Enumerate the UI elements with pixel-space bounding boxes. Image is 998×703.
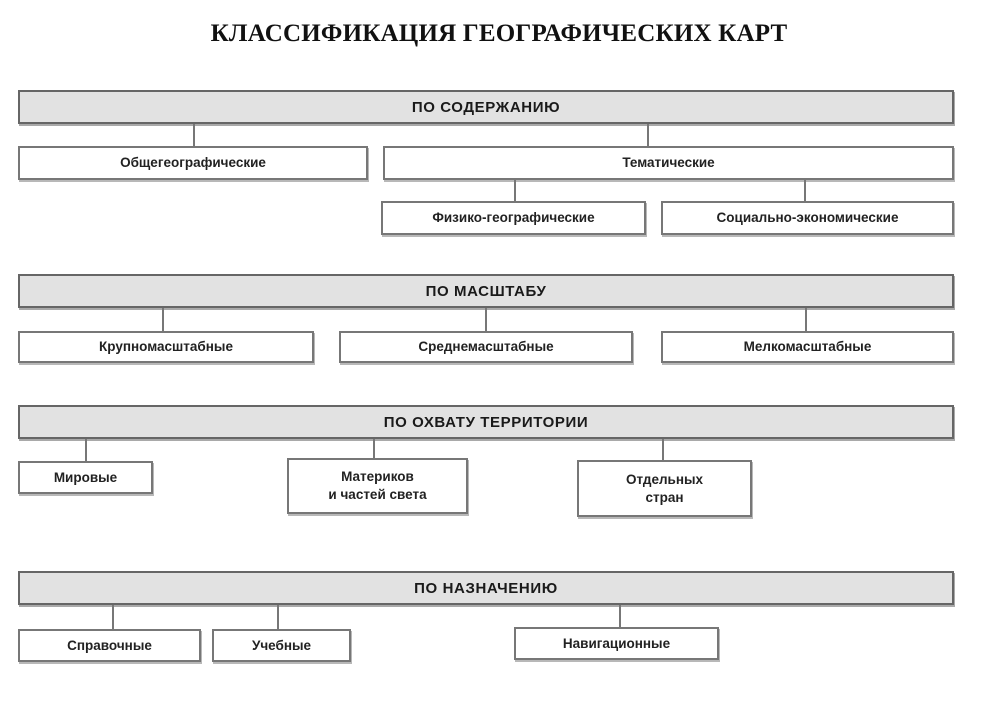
connector-line [193,124,195,146]
box-countries-maps [577,460,752,517]
box-large-scale-maps: Крупномасштабные [18,331,314,363]
countries-line-2: стран [645,489,684,505]
connector-line [514,180,516,201]
connector-line [619,605,621,627]
continents-line-2: и частей света [328,487,427,502]
countries-line-1: Отдельных [625,471,704,487]
box-small-scale-maps: Мелкомасштабные [661,331,954,363]
box-world-maps: Мировые [18,461,153,494]
connector-line [804,180,806,201]
connector-line [112,605,114,629]
box-reference-maps: Справочные [18,629,201,662]
continents-line-1: Материков [341,469,414,484]
category-by-content: ПО СОДЕРЖАНИЮ [18,90,954,124]
connector-line [662,439,664,460]
connector-line [485,308,487,331]
connector-line [805,308,807,331]
category-by-territory: ПО ОХВАТУ ТЕРРИТОРИИ [18,405,954,439]
connector-line [162,308,164,331]
box-navigation-maps: Навигационные [514,627,719,660]
page-title: КЛАССИФИКАЦИЯ ГЕОГРАФИЧЕСКИХ КАРТ [210,20,788,47]
connector-line [373,439,375,458]
connector-line [647,124,649,146]
box-socio-economic-maps: Социально-экономические [661,201,954,235]
connector-line [85,439,87,461]
box-general-maps: Общегеографические [18,146,368,180]
box-educational-maps: Учебные [212,629,351,662]
category-by-scale: ПО МАСШТАБУ [18,274,954,308]
box-medium-scale-maps: Среднемасштабные [339,331,633,363]
connector-line [277,605,279,629]
box-thematic-maps: Тематические [383,146,954,180]
category-by-purpose: ПО НАЗНАЧЕНИЮ [18,571,954,605]
box-continents-maps [287,458,468,514]
box-physical-geographic-maps: Физико-географические [381,201,646,235]
